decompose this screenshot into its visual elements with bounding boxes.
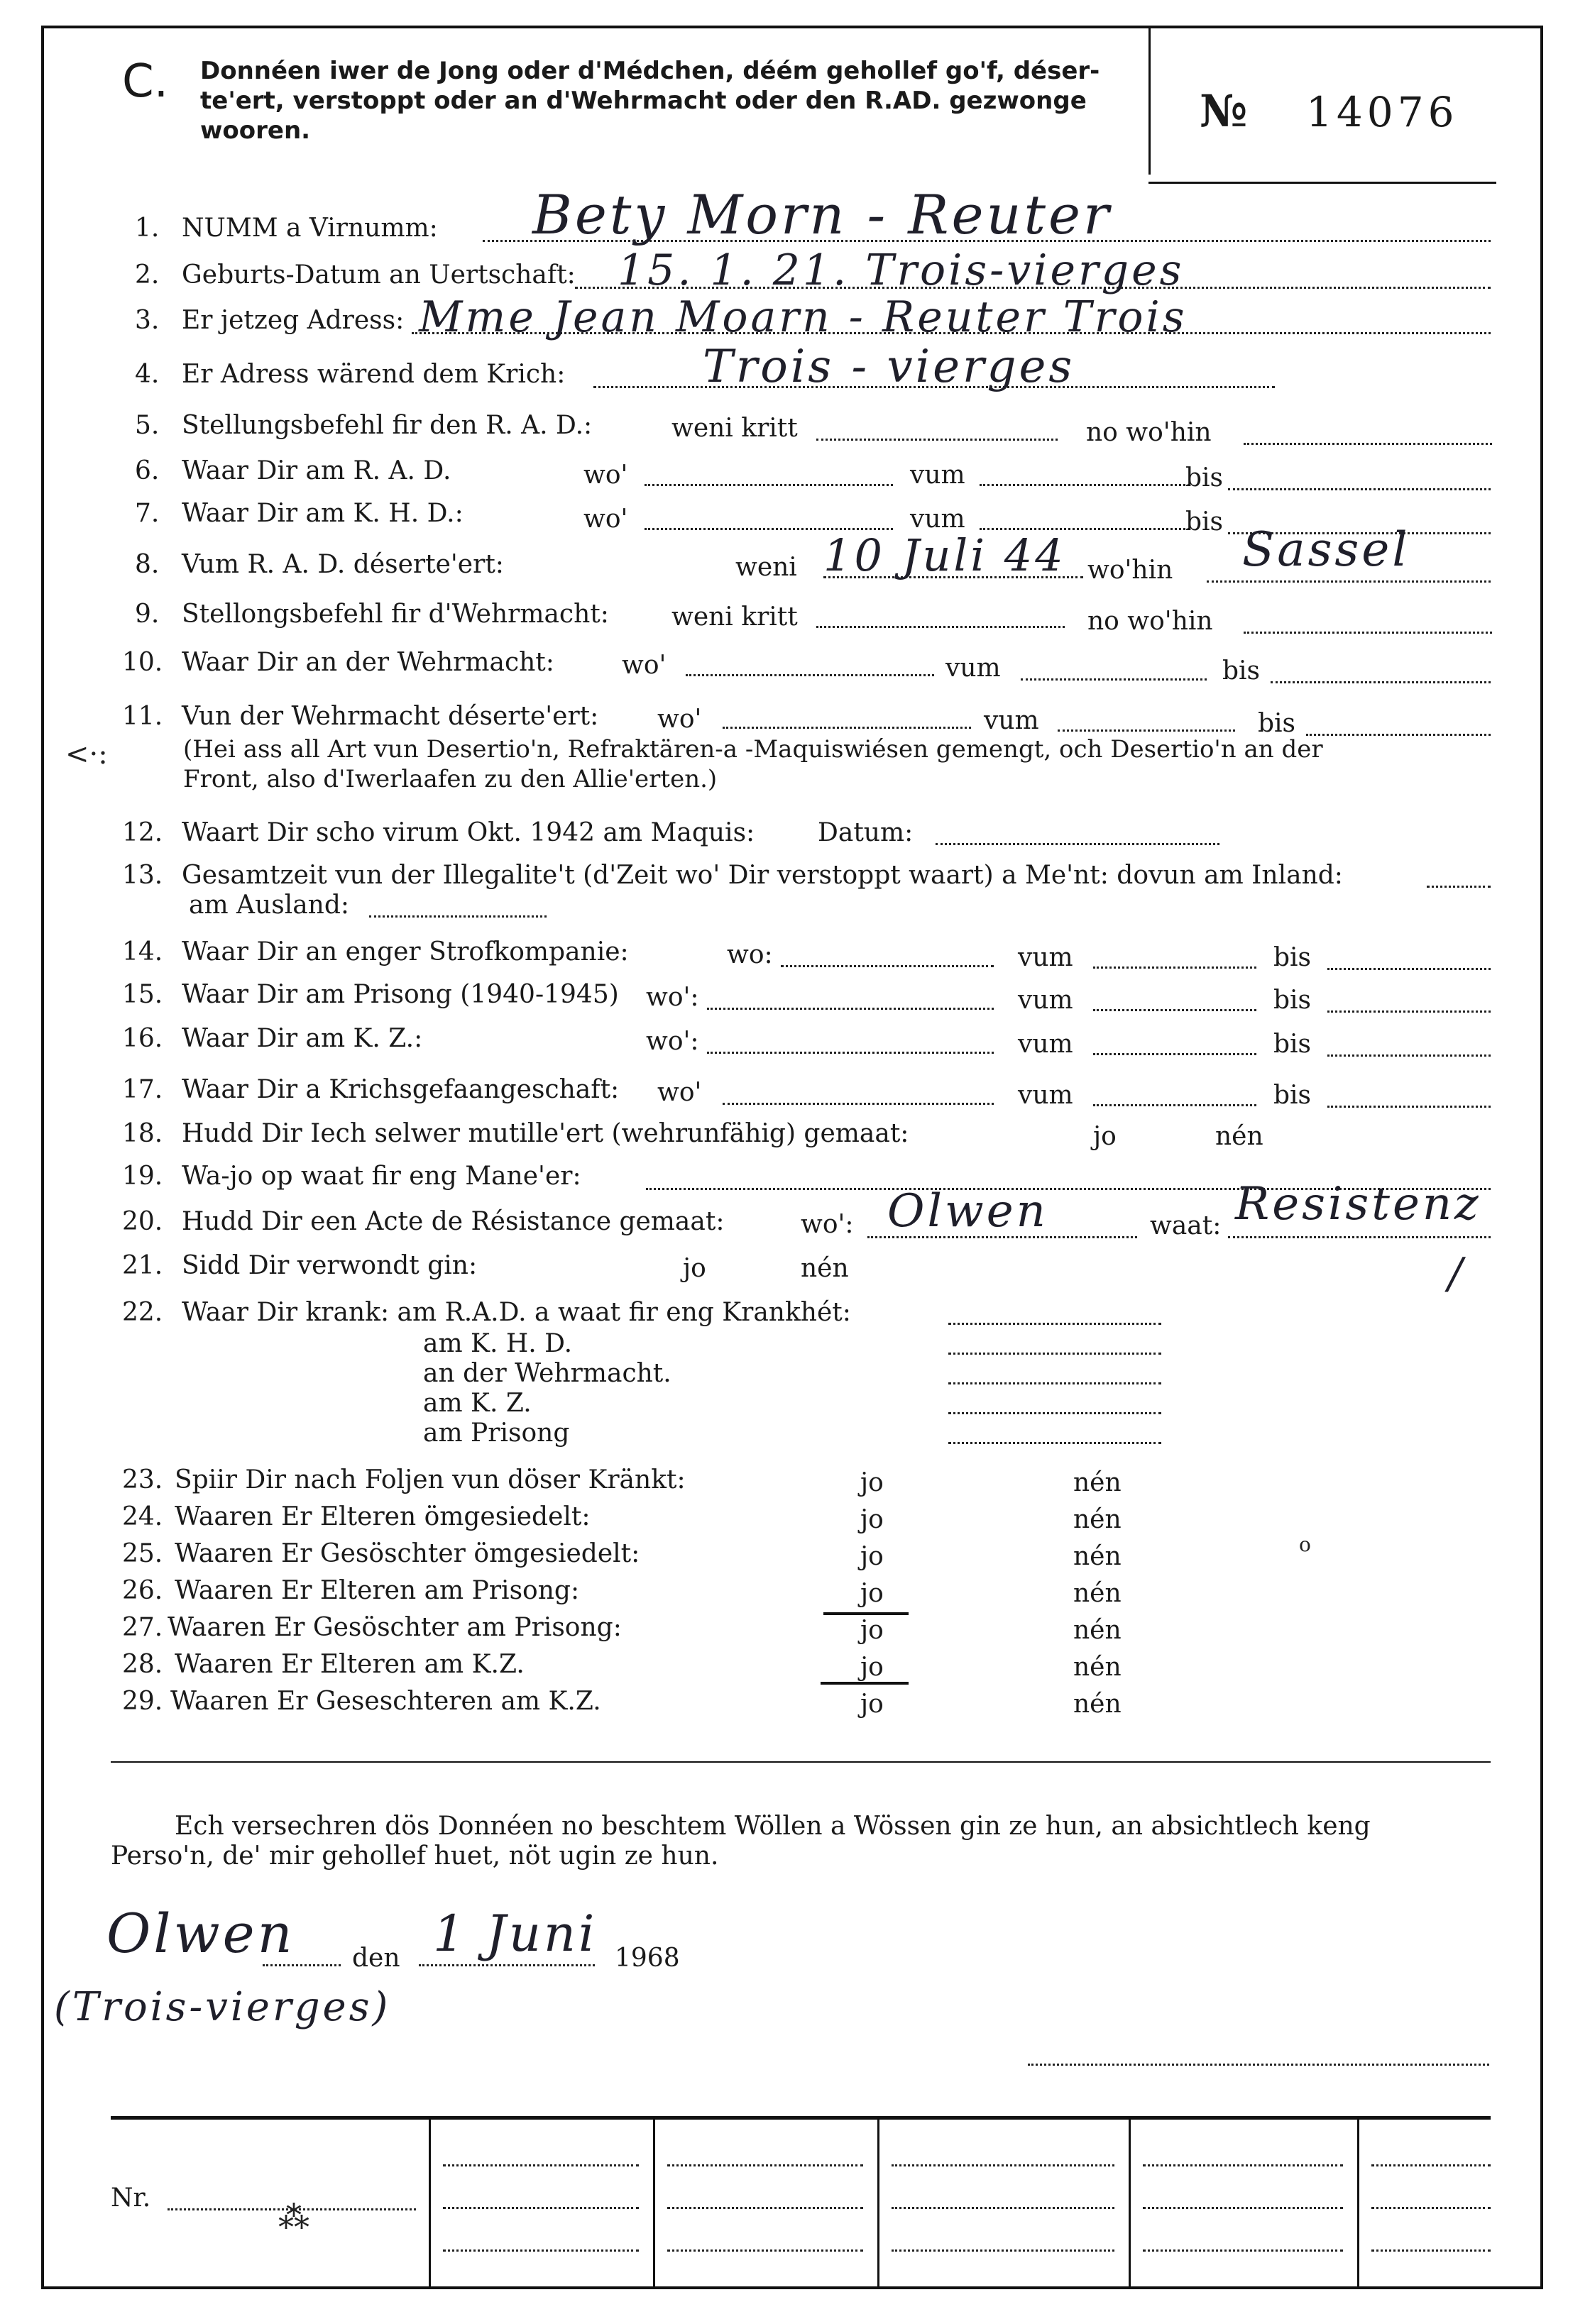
row-5-label: Stellungsbefehl fir den R. A. D.: [182,411,593,440]
row-11-note-2: Front, also d'Iwerlaafen zu den Allie'erten.) [183,765,718,793]
row-19-label: Wa-jo op waat fir eng Mane'er: [182,1162,581,1191]
footer-row-line-2c [892,2207,1114,2209]
row-29-label: Waaren Er Geseschteren am K.Z. [170,1687,601,1716]
row-11-num: 11. [122,702,163,731]
row-16-from: vum [1018,1030,1073,1059]
row-3-value: Mme Jean Moarn - Reuter Trois [419,292,1188,342]
row-26-num: 26. [122,1576,163,1605]
row-23-label: Spiir Dir nach Foljen vun döser Kränkt: [175,1465,686,1494]
row-13-abroad: am Ausland: [189,891,350,920]
row-18-no: nén [1215,1122,1263,1151]
signer-line [1028,2064,1489,2066]
row-6-line-c [1228,488,1491,490]
row-8-line-b [1207,580,1491,583]
row-29-yes: jo [860,1690,884,1719]
row-15-to: bis [1273,986,1312,1015]
row-1-num: 1. [135,214,160,243]
row-26-no: nén [1073,1579,1122,1608]
row-16-line-c [1327,1054,1491,1057]
row-17-line-b [1093,1104,1256,1106]
row-2-num: 2. [135,260,160,290]
footer-col-4 [1129,2116,1131,2286]
row-10-line-b [1021,678,1207,681]
row-27-no: nén [1073,1616,1122,1645]
row-28-label: Waaren Er Elteren am K.Z. [175,1650,525,1679]
row-9-line-a [816,626,1065,628]
footer-row-line-3b [667,2249,863,2252]
row-28-no: nén [1073,1653,1122,1682]
row-14-to: bis [1273,943,1312,972]
header-line-2: te'ert, verstoppt oder an d'Wehrmacht oder den R.AD. gezwonge [200,87,1087,115]
section-letter: C. [122,55,169,108]
row-26-label: Waaren Er Elteren am Prisong: [175,1576,580,1605]
row-27-num: 27. [122,1613,163,1642]
row-14-where: wo: [727,940,773,969]
row-22-line-4 [948,1442,1161,1444]
row-8-num: 8. [135,550,160,579]
row-28-yes-strike [821,1682,909,1685]
row-13-num: 13. [122,861,163,890]
row-22-sub-3: am K. Z. [423,1389,532,1418]
row-28-yes: jo [860,1653,884,1682]
row-10-from: vum [945,654,1001,683]
row-18-num: 18. [122,1119,163,1148]
row-16-to: bis [1273,1030,1312,1059]
row-15-line-c [1327,1010,1491,1013]
row-21-num: 21. [122,1251,163,1280]
row-7-label: Waar Dir am K. H. D.: [182,499,464,528]
row-9-when: weni kritt [671,602,798,632]
row-27-label: Waaren Er Gesöschter am Prisong: [168,1613,622,1642]
footer-top-rule [111,2116,1491,2120]
declaration-line-1: Ech versechren dös Donnéen no beschtem Wöllen a Wössen gin ze hun, an absichtlech keng [175,1812,1371,1841]
ink-blot: ⁂ [278,2200,309,2236]
row-1-label: NUMM a Virnumm: [182,214,438,243]
row-12-label: Waart Dir scho virum Okt. 1942 am Maquis: [182,818,755,847]
number-symbol: № [1200,85,1248,137]
row-22-line-3 [948,1412,1161,1414]
row-14-line-a [781,965,994,967]
row-23-num: 23. [122,1465,163,1494]
footer-row-line-3e [1371,2249,1491,2252]
footer-row-line-3c [892,2249,1114,2252]
row-12-num: 12. [122,818,163,847]
row-13-line-a [1427,886,1491,888]
row-5-num: 5. [135,411,160,440]
row-12-date: Datum: [818,818,914,847]
row-11-line-b [1058,729,1235,732]
row-21-stroke: / [1448,1249,1466,1299]
row-15-line-b [1093,1009,1256,1011]
row-25-no: nén [1073,1542,1122,1571]
row-9-label: Stellongsbefehl fir d'Wehrmacht: [182,600,609,629]
row-20-place: Olwen [887,1185,1048,1238]
row-11-line-c [1306,734,1491,736]
row-22-sub-4: am Prisong [423,1419,570,1448]
row-29-no: nén [1073,1690,1122,1719]
footer-col-3 [877,2116,879,2286]
row-22-sub-2: an der Wehrmacht. [423,1359,671,1388]
row-22-line-0 [948,1323,1161,1325]
footer-row-line-2b [667,2207,863,2209]
header-rule [1148,182,1496,184]
signature-place-2: (Trois-vierges) [54,1984,391,2030]
row-17-where: wo' [657,1078,702,1107]
row-10-line-a [686,674,934,676]
row-10-line-c [1271,681,1491,683]
row-17-label: Waar Dir a Krichsgefaangeschaft: [182,1075,620,1104]
section-divider [111,1761,1491,1763]
signature-day-line [419,1964,595,1966]
signature-place-line [263,1964,341,1966]
row-20-line-b [1228,1236,1491,1238]
row-10-num: 10. [122,648,163,677]
row-11-where: wo' [657,705,702,734]
footer-col-5 [1357,2116,1359,2286]
row-9-num: 9. [135,600,160,629]
row-10-label: Waar Dir an der Wehrmacht: [182,648,554,677]
row-26-yes: jo [860,1579,884,1608]
row-8-when: weni [735,553,797,582]
footer-row-line-1c [892,2164,1114,2166]
row-20-activity: Resistenz [1235,1178,1481,1230]
row-15-num: 15. [122,980,163,1009]
row-17-num: 17. [122,1075,163,1104]
row-6-line-a [645,484,893,486]
row-6-where: wo' [583,461,628,490]
row-8-date: 10 Juli 44 [823,529,1066,581]
signature-place: Olwen [106,1902,295,1965]
row-2-label: Geburts-Datum an Uertschaft: [182,260,576,290]
row-24-label: Waaren Er Elteren ömgesiedelt: [175,1502,591,1531]
row-22-num: 22. [122,1298,163,1327]
row-10-to: bis [1222,656,1261,685]
row-28-num: 28. [122,1650,163,1679]
row-21-yes: jo [683,1254,706,1283]
row-14-num: 14. [122,937,163,967]
signature-year: 1968 [615,1944,680,1973]
row-16-label: Waar Dir am K. Z.: [182,1024,423,1053]
row-4-label: Er Adress wärend dem Krich: [182,360,566,389]
row-2-value: 15. 1. 21. Trois-vierges [618,246,1185,295]
row-7-from: vum [910,505,965,534]
row-11-from: vum [984,706,1039,735]
row-1-value: Bety Morn - Reuter [532,183,1112,246]
row-10-where: wo' [622,651,667,680]
row-22-line-1 [948,1353,1161,1355]
row-14-label: Waar Dir an enger Strofkompanie: [182,937,629,967]
row-18-yes: jo [1093,1122,1117,1151]
row-17-from: vum [1018,1081,1073,1110]
row-9-where: no wo'hin [1087,607,1213,636]
footer-row-line-3d [1143,2249,1343,2252]
footer-col-2 [653,2116,655,2286]
footer-nr-label: Nr. [111,2183,151,2213]
header-divider [1148,26,1151,175]
footer-row-line-1a [443,2164,639,2166]
row-11-label: Vun der Wehrmacht déserte'ert: [182,702,599,731]
row-5-when: weni kritt [671,414,798,443]
row-8-place: Sassel [1242,522,1410,577]
footer-row-line-2a [443,2207,639,2209]
row-23-yes: jo [860,1468,884,1497]
row-19-num: 19. [122,1162,163,1191]
footer-row-line-1e [1371,2164,1491,2166]
footer-row-line-1d [1143,2164,1343,2166]
row-7-to: bis [1185,507,1224,536]
row-20-num: 20. [122,1207,163,1236]
declaration-line-2: Perso'n, de' mir gehollef huet, nöt ugin ze hun. [111,1841,719,1871]
row-4-value: Trois - vierges [703,341,1075,393]
row-20-what: waat: [1150,1211,1222,1240]
row-16-where: wo': [646,1027,699,1056]
row-13-line-b [369,915,547,918]
row-7-num: 7. [135,499,160,528]
row-24-num: 24. [122,1502,163,1531]
stray-mark: o [1299,1533,1311,1556]
row-17-line-c [1327,1106,1491,1108]
row-20-where: wo': [801,1210,854,1239]
row-21-label: Sidd Dir verwondt gin: [182,1251,478,1280]
footer-row-line-2e [1371,2207,1491,2209]
footer-col-1 [429,2116,431,2286]
row-16-line-b [1093,1053,1256,1055]
footer-row-line-3a [443,2249,639,2252]
row-27-yes: jo [860,1616,884,1645]
row-24-no: nén [1073,1505,1122,1534]
header-line-3: wooren. [200,116,311,145]
row-22-line-2 [948,1382,1161,1384]
row-5-line-a [816,439,1058,441]
signature-den: den [352,1944,400,1973]
row-15-from: vum [1018,986,1073,1015]
row-14-line-c [1327,968,1491,970]
form-number: 14076 [1306,88,1459,136]
signature-day: 1 Juni [433,1905,598,1963]
row-11-note: (Hei ass all Art vun Desertio'n, Refraktären-a -Maquiswiésen gemengt, och Desertio'n an der [183,735,1323,764]
row-13-label: Gesamtzeit vun der Illegalite't (d'Zeit wo' Dir verstoppt waart) a Me'nt: dovun am Inland: [182,861,1343,890]
row-25-yes: jo [860,1542,884,1571]
row-14-from: vum [1018,943,1073,972]
row-3-label: Er jetzeg Adress: [182,306,405,335]
row-29-num: 29. [122,1687,163,1716]
row-11-line-a [723,727,971,729]
row-16-num: 16. [122,1024,163,1053]
row-15-where: wo': [646,983,699,1012]
row-8-where: wo'hin [1087,556,1173,585]
row-16-line-a [707,1052,994,1054]
row-4-num: 4. [135,360,160,389]
row-5-line-b [1244,443,1492,445]
row-26-yes-strike [823,1612,909,1615]
footer-row-line-2d [1143,2207,1343,2209]
row-15-label: Waar Dir am Prisong (1940-1945) [182,980,619,1009]
row-11-to: bis [1258,709,1296,738]
row-8-label: Vum R. A. D. déserte'ert: [182,550,504,579]
row-9-line-b [1244,632,1492,634]
row-3-num: 3. [135,306,160,335]
row-22-label: Waar Dir krank: am R.A.D. a waat fir eng Krankhét: [182,1298,851,1327]
row-12-line [936,843,1219,845]
row-21-no: nén [801,1254,849,1283]
row-6-num: 6. [135,456,160,485]
footer-row-line-1b [667,2164,863,2166]
row-25-num: 25. [122,1539,163,1568]
row-6-line-b [980,484,1190,486]
row-6-from: vum [910,461,965,490]
row-18-label: Hudd Dir Iech selwer mutille'ert (wehrunfähig) gemaat: [182,1119,909,1148]
row-14-line-b [1093,967,1256,969]
row-6-to: bis [1185,463,1224,492]
row-7-where: wo' [583,505,628,534]
row-5-where: no wo'hin [1086,418,1212,447]
row-22-sub-1: am K. H. D. [423,1329,573,1358]
row-24-yes: jo [860,1505,884,1534]
row-23-no: nén [1073,1468,1122,1497]
margin-scribble: <·: [65,738,108,771]
row-17-to: bis [1273,1081,1312,1110]
row-15-line-a [707,1008,994,1010]
row-25-label: Waaren Er Gesöschter ömgesiedelt: [175,1539,640,1568]
header-line-1: Donnéen iwer de Jong oder d'Médchen, déém gehollef go'f, déser- [200,57,1100,85]
row-20-label: Hudd Dir een Acte de Résistance gemaat: [182,1207,725,1236]
row-6-label: Waar Dir am R. A. D. [182,456,451,485]
row-17-line-a [723,1103,994,1105]
